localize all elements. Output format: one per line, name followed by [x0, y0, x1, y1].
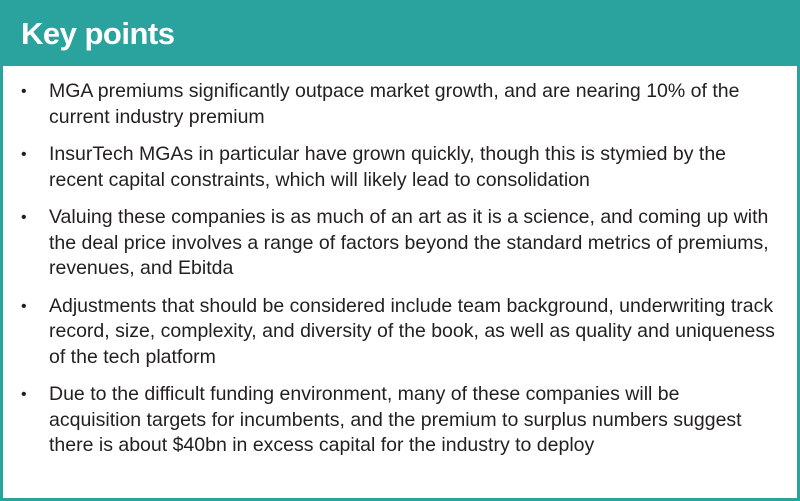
- list-item: [3, 382, 797, 459]
- list-item-text: Due to the difficult funding environment, many of these companies will be acquisition targets for incumbents, and the premium to surplus numbers suggest there is about $40bn in excess capital for the industry to deploy: [49, 383, 742, 456]
- list-item: [3, 205, 797, 282]
- key-points-title: Key points: [21, 16, 175, 51]
- list-item: [3, 294, 797, 371]
- bullet-icon: •: [21, 83, 27, 100]
- list-item-text: MGA premiums significantly outpace market growth, and are nearing 10% of the current industry premium: [49, 80, 740, 128]
- bullet-icon: •: [21, 146, 27, 163]
- list-item-text: Valuing these companies is as much of an art as it is a science, and coming up with the deal price involves a range of factors beyond the standard metrics of premiums, revenues, and Ebitda: [49, 206, 769, 279]
- list-item: [3, 79, 797, 130]
- bullet-icon: •: [21, 209, 27, 226]
- key-points-header: [3, 3, 797, 66]
- bullet-icon: •: [21, 386, 27, 403]
- bullet-icon: •: [21, 297, 27, 315]
- key-points-list: [3, 79, 797, 471]
- list-item-text: Adjustments that should be considered include team background, underwriting track record, size, complexity, and diversity of the book, as well as quality and uniqueness of the tech platform: [49, 294, 775, 368]
- list-item-text: InsurTech MGAs in particular have grown quickly, though this is stymied by the recent capital constraints, which will likely lead to consolidation: [49, 143, 727, 191]
- list-item: [3, 142, 797, 193]
